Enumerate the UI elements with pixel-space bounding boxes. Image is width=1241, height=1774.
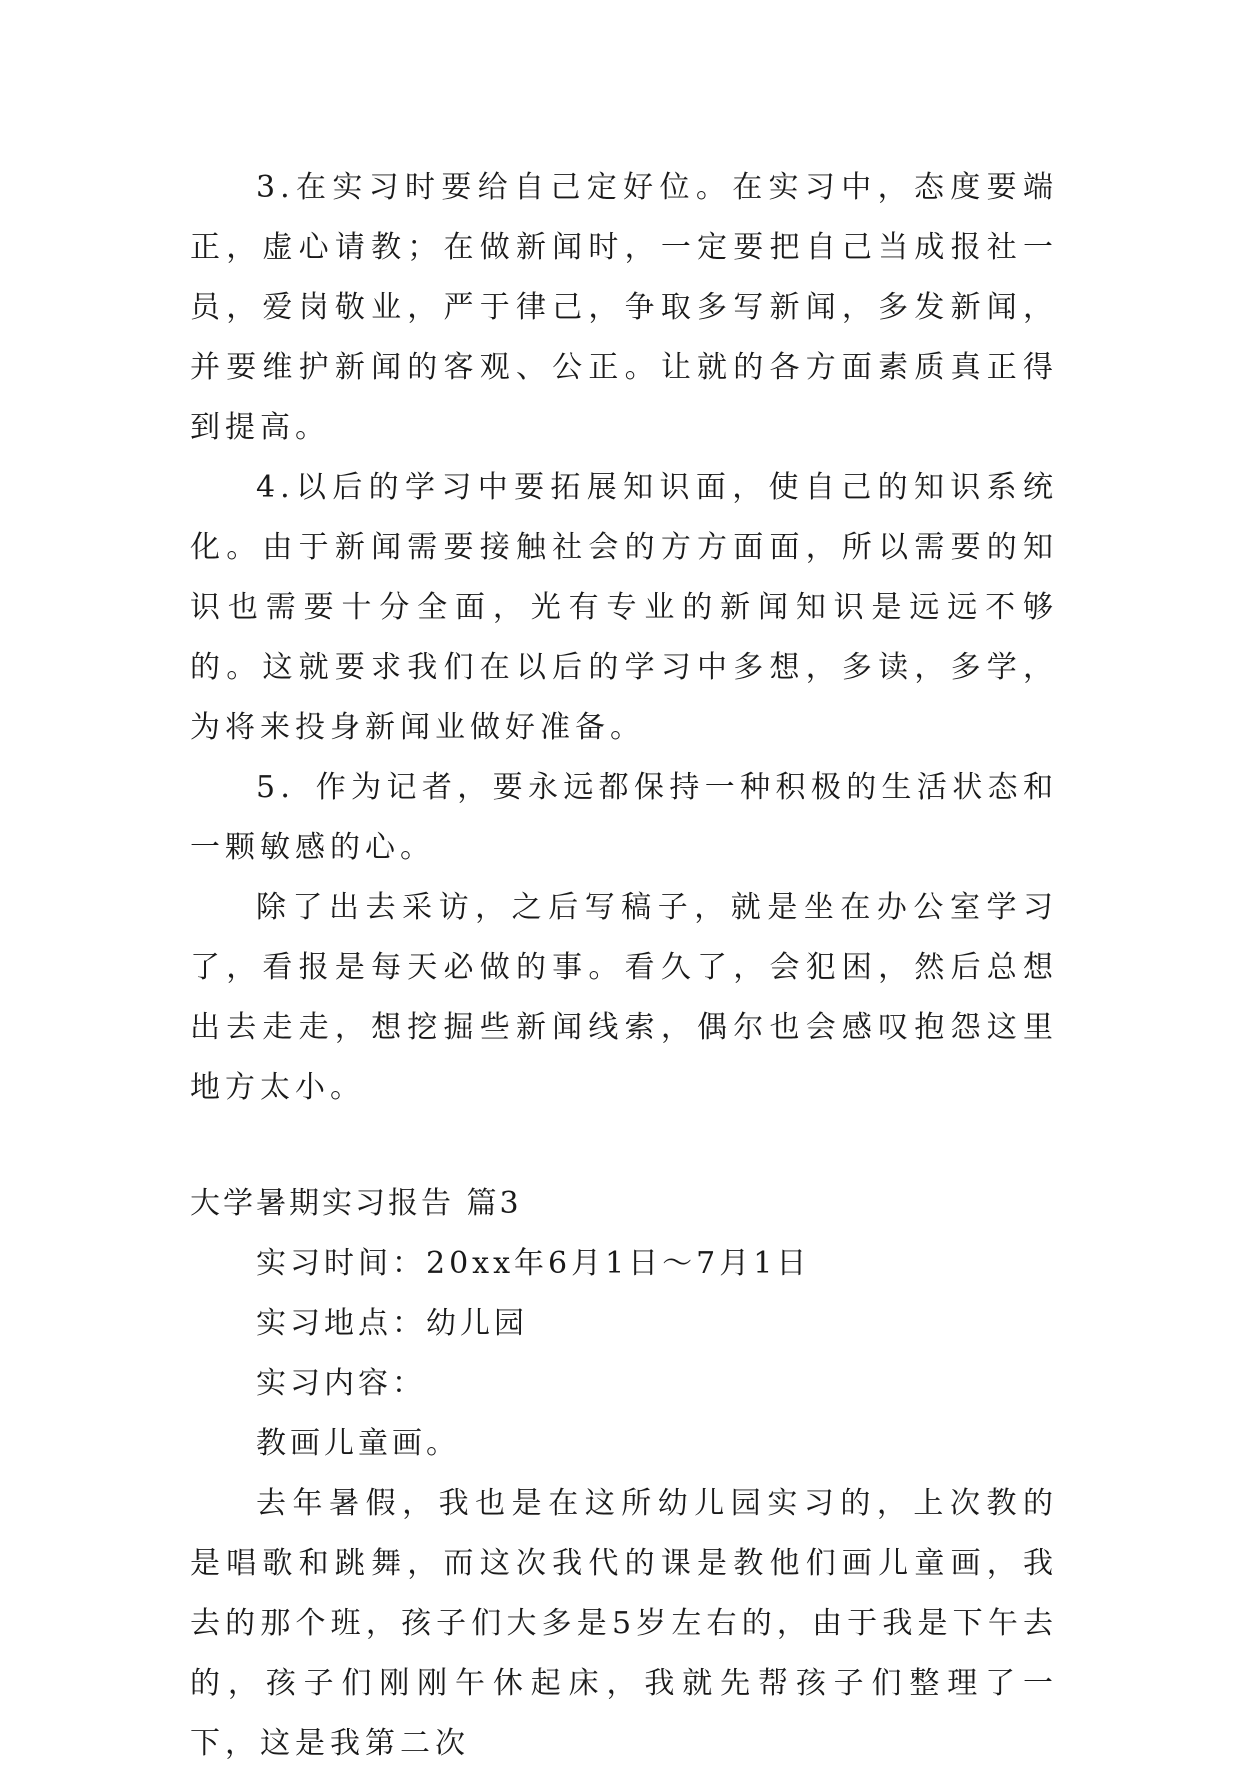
paragraph-point-3: 3.在实习时要给自己定好位。在实习中，态度要端正，虚心请教；在做新闻时，一定要把自己当成报社一员，爱岗敬业，严于律己，争取多写新闻，多发新闻，并要维护新闻的客观、公正。让就的各方面素质真正得到提高。 [190,170,1058,445]
field-teaching-drawing: 教画儿童画。 [256,1426,460,1461]
paragraph-last-summer: 去年暑假，我也是在这所幼儿园实习的，上次教的是唱歌和跳舞，而这次我代的课是教他们画儿童画，我去的那个班，孩子们大多是5岁左右的，由于我是下午去的，孩子们刚刚午休起床，我就先帮孩子们整理了一下，这是我第二次 [190,1486,1058,1761]
field-internship-location: 实习地点：幼儿园 [256,1306,528,1341]
paragraph-point-5: 5．作为记者，要永远都保持一种积极的生活状态和一颗敏感的心。 [190,770,1058,865]
document-body [190,158,1058,1774]
paragraph-point-4: 4.以后的学习中要拓展知识面，使自己的知识系统化。由于新闻需要接触社会的方方面面，所以需要的知识也需要十分全面，光有专业的新闻知识是远远不够的。这就要求我们在以后的学习中多想，多读，多学，为将来投身新闻业做好准备。 [190,470,1058,745]
section-title: 大学暑期实习报告 篇3 [190,1186,522,1221]
field-internship-time: 实习时间：20xx年6月1日～7月1日 [256,1246,811,1281]
paragraph-office-study: 除了出去采访，之后写稿子，就是坐在办公室学习了，看报是每天必做的事。看久了，会犯困，然后总想出去走走，想挖掘些新闻线索，偶尔也会感叹抱怨这里地方太小。 [190,890,1058,1105]
field-internship-content: 实习内容： [256,1366,426,1401]
section-spacer [190,1118,1058,1174]
